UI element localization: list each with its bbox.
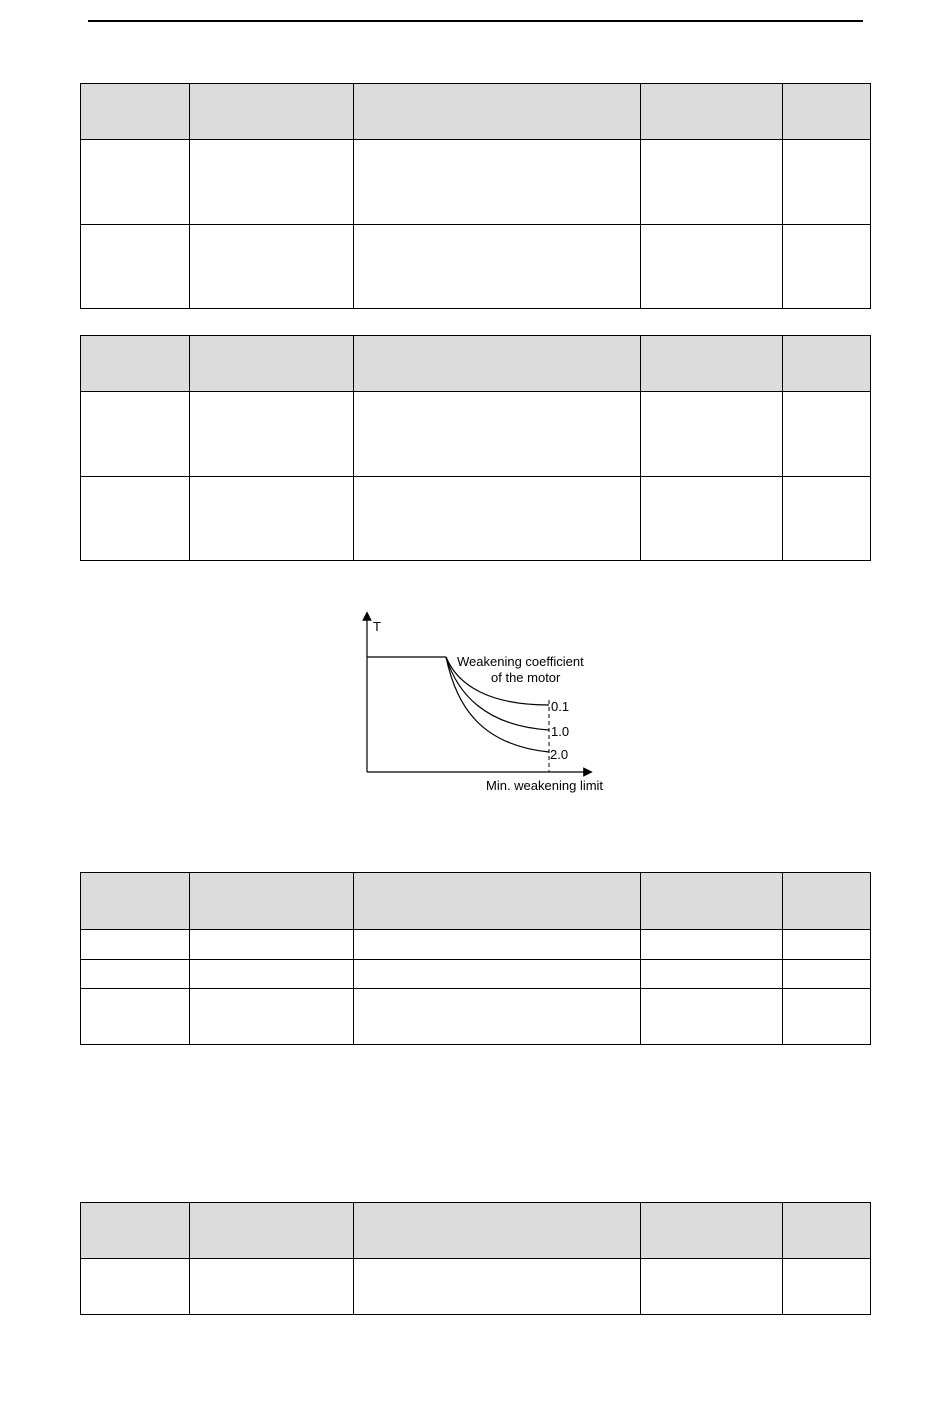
- curve-label-2-0: 2.0: [550, 747, 569, 762]
- table-row: [81, 960, 871, 989]
- table-row: [81, 392, 871, 477]
- table-row: [81, 1259, 871, 1315]
- curve-label-1-0: 1.0: [551, 724, 570, 739]
- table-row: [81, 140, 871, 225]
- header-cell: [782, 84, 870, 140]
- legend-line-1: Weakening coefficient: [457, 654, 584, 669]
- table-row: [81, 225, 871, 309]
- legend-line-2: of the motor: [491, 670, 561, 685]
- parameter-table-1: [80, 83, 871, 309]
- table-row: [81, 989, 871, 1045]
- table-header-row: [81, 84, 871, 140]
- parameter-table-4: [80, 1202, 871, 1315]
- table-header-row: [81, 873, 871, 930]
- table-header-row: [81, 1203, 871, 1259]
- header-cell: [640, 84, 782, 140]
- table-row: [81, 930, 871, 960]
- header-cell: [354, 84, 640, 140]
- table-row: [81, 477, 871, 561]
- x-axis-label: Min. weakening limit: [486, 778, 604, 793]
- parameter-table-3: [80, 872, 871, 1045]
- header-cell: [81, 84, 190, 140]
- y-axis-label: T: [373, 619, 381, 634]
- weakening-curve-figure: [340, 600, 640, 810]
- parameter-table-2: [80, 335, 871, 561]
- table-header-row: [81, 336, 871, 392]
- curve-label-0-1: 0.1: [551, 699, 570, 714]
- header-cell: [190, 84, 354, 140]
- header-rule: [88, 20, 863, 22]
